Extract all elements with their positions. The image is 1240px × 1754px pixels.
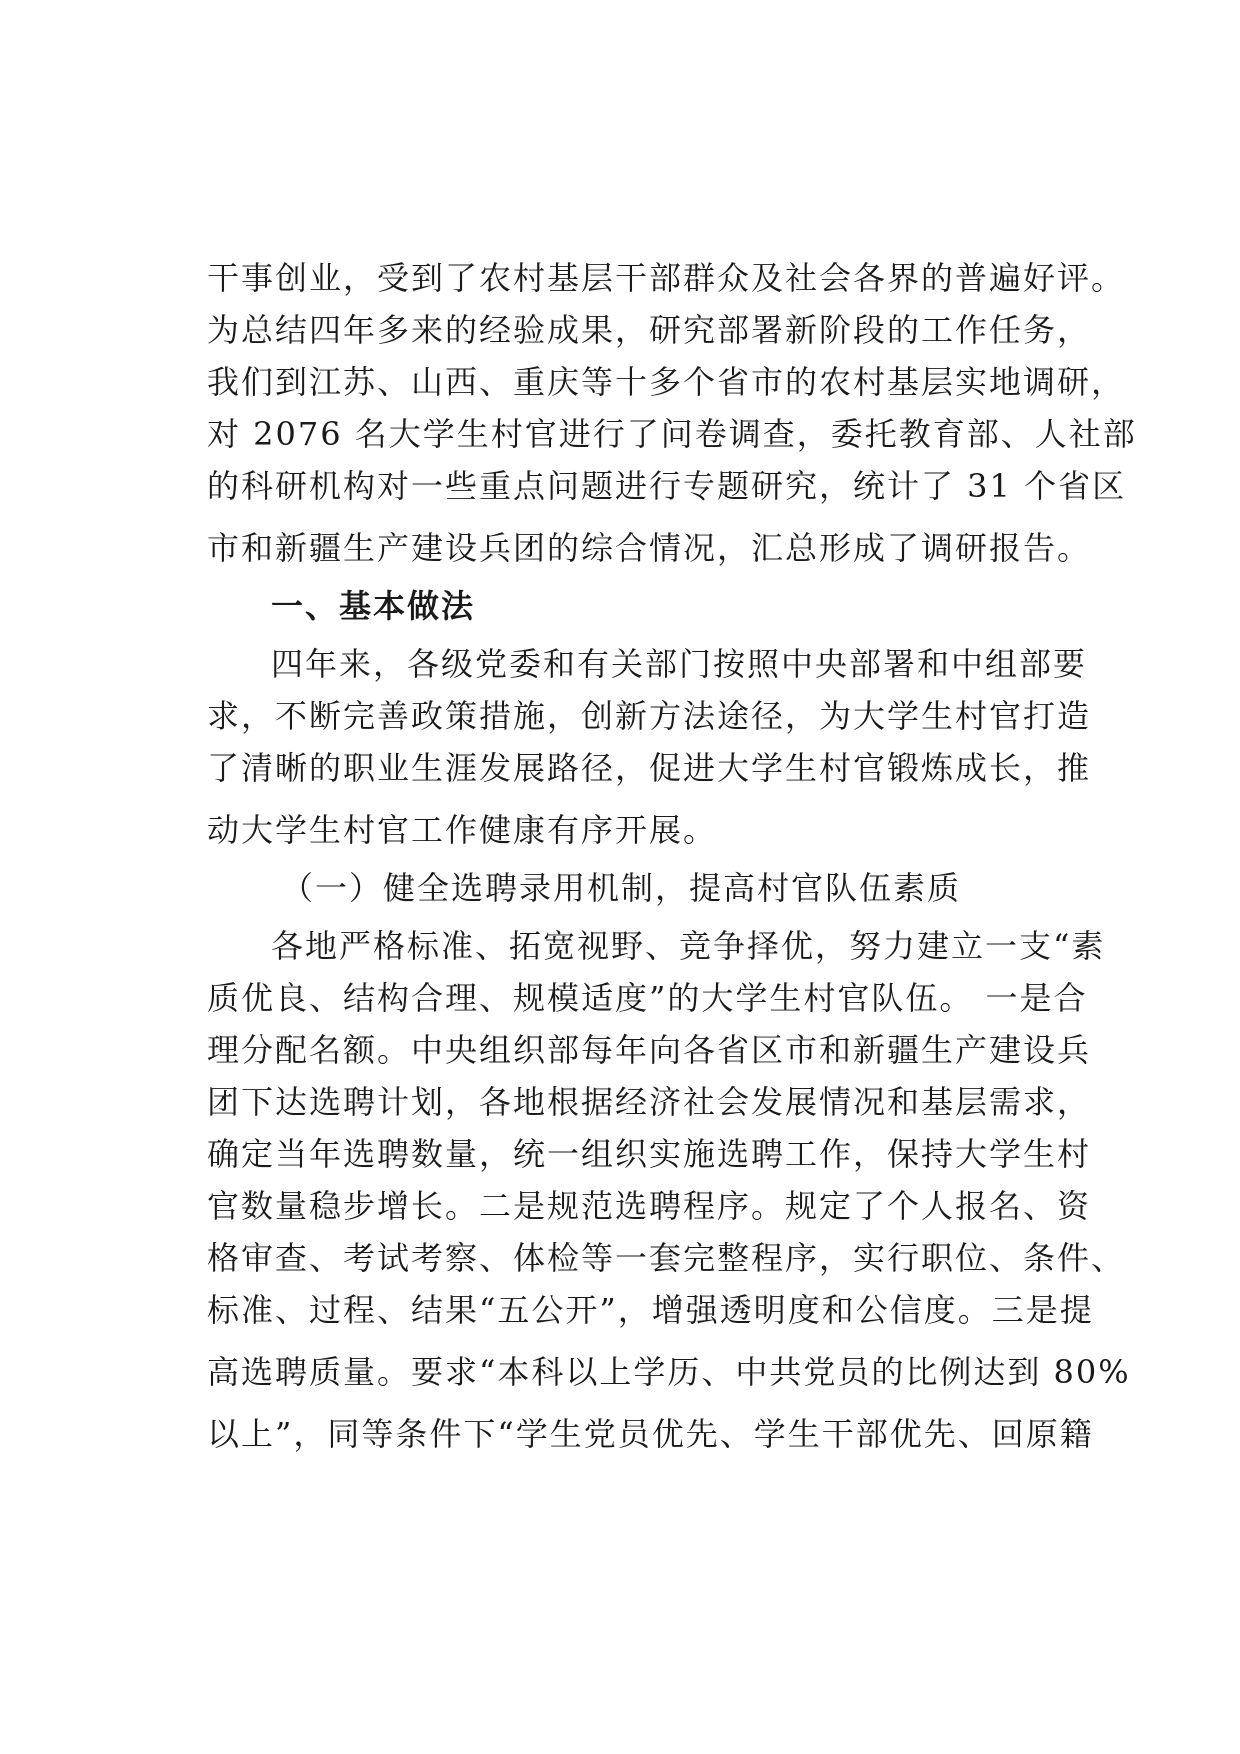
paragraph-line: 官数量稳步增长。二是规范选聘程序。规定了个人报名、资 <box>207 1187 1092 1225</box>
paragraph-line: 确定当年选聘数量，统一组织实施选聘工作，保持大学生村 <box>207 1135 1092 1173</box>
paragraph-line: 求，不断完善政策措施，创新方法途径，为大学生村官打造 <box>207 697 1092 735</box>
paragraph-line: 格审查、考试考察、体检等一套完整程序，实行职位、条件、 <box>207 1239 1126 1277</box>
paragraph-line: 为总结四年多来的经验成果，研究部署新阶段的工作任务， <box>207 311 1092 349</box>
document-body <box>207 252 1137 1460</box>
section-heading: 一、基本做法 <box>271 587 476 625</box>
paragraph-line: 质优良、结构合理、规模适度”的大学生村官队伍。 一是合 <box>207 979 1088 1017</box>
paragraph-line: 的科研机构对一些重点问题进行专题研究，统计了 31 个省区 <box>207 467 1127 505</box>
paragraph-line: 对 2076 名大学生村官进行了问卷调查，委托教育部、人社部 <box>207 415 1137 453</box>
paragraph-line: 动大学生村官工作健康有序开展。 <box>207 811 718 849</box>
paragraph-line: 市和新疆生产建设兵团的综合情况，汇总形成了调研报告。 <box>207 529 1092 567</box>
paragraph-line: 干事创业，受到了农村基层干部群众及社会各界的普遍好评。 <box>207 259 1126 297</box>
paragraph-line: 以上”，同等条件下“学生党员优先、学生干部优先、回原籍 <box>207 1415 1094 1453</box>
paragraph-line: 我们到江苏、山西、重庆等十多个省市的农村基层实地调研， <box>207 363 1126 401</box>
paragraph-line: 了清晰的职业生涯发展路径，促进大学生村官锻炼成长，推 <box>207 749 1092 787</box>
paragraph-line: 标准、过程、结果“五公开”，增强透明度和公信度。三是提 <box>207 1291 1094 1329</box>
paragraph-line: 团下达选聘计划，各地根据经济社会发展情况和基层需求， <box>207 1083 1092 1121</box>
paragraph-line: 四年来，各级党委和有关部门按照中央部署和中组部要 <box>271 645 1088 683</box>
paragraph-line: 理分配名额。中央组织部每年向各省区市和新疆生产建设兵 <box>207 1031 1092 1069</box>
paragraph-line: 高选聘质量。要求“本科以上学历、中共党员的比例达到 80% <box>207 1353 1131 1391</box>
paragraph-line: 各地严格标准、拓宽视野、竞争择优，努力建立一支“素 <box>271 927 1106 965</box>
subsection-heading: （一）健全选聘录用机制，提高村官队伍素质 <box>281 869 962 907</box>
